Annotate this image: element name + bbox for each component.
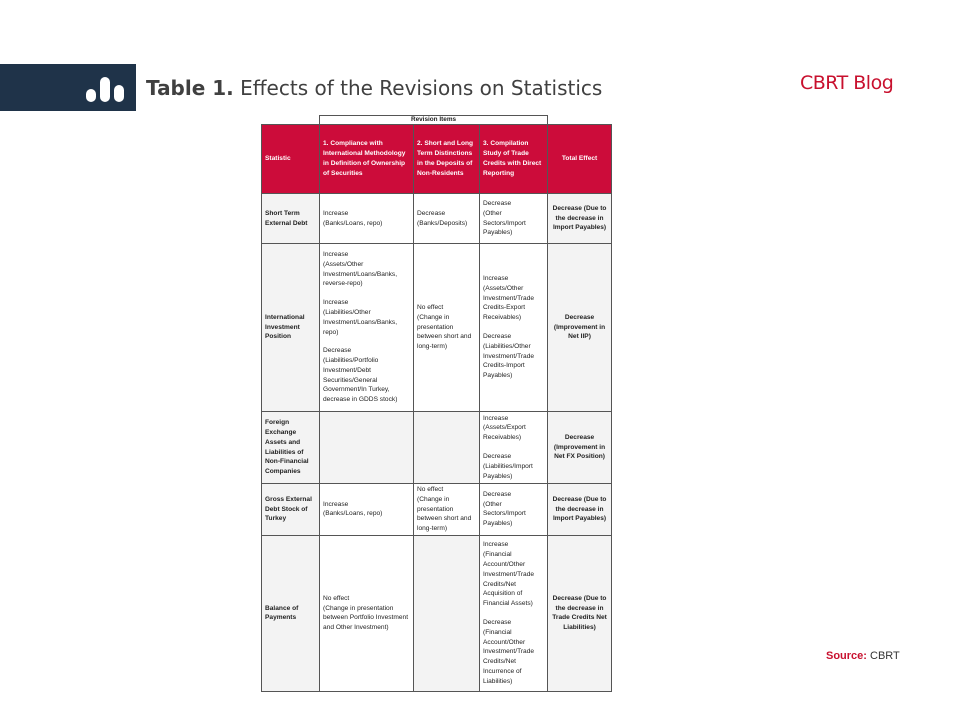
- statistic-cell: Short Term External Debt: [262, 194, 320, 244]
- statistic-cell: Gross External Debt Stock of Turkey: [262, 484, 320, 536]
- revisions-table: [261, 115, 612, 692]
- table-row: [262, 244, 612, 412]
- effect-line: (Other Sectors/Import Payables): [483, 209, 526, 237]
- effect-line: Decrease: [483, 618, 512, 626]
- effect-cell: [320, 412, 414, 484]
- effect-line: (Liabilities/Other Investment/Trade Credits-Import Payables): [483, 342, 535, 380]
- column-header: 2. Short and Long Term Distinctions in the Deposits of Non-Residents: [414, 125, 480, 194]
- effect-line: Increase: [323, 500, 349, 508]
- title-number: Table 1.: [146, 76, 234, 100]
- effect-line: No effect: [417, 486, 444, 493]
- effect-cell: [480, 535, 548, 691]
- column-header: 1. Compliance with International Methodology in Definition of Ownership of Securities: [320, 125, 414, 194]
- effect-line: Increase: [323, 250, 349, 258]
- effect-line: (Change in presentation between short and long-term): [417, 495, 472, 533]
- total-effect-cell: Decrease (Due to the decrease in Import Payables): [548, 484, 612, 536]
- effect-cell: [414, 244, 480, 412]
- effect-cell: [480, 194, 548, 244]
- column-header-row: [262, 125, 612, 194]
- effect-line: (Assets/Export Receivables): [483, 424, 526, 442]
- source-label: Source:: [826, 650, 867, 662]
- title-text: Effects of the Revisions on Statistics: [233, 76, 603, 100]
- effect-line: (Financial Account/Other Investment/Trade Credits/Net Incurrence of Liabilities): [483, 628, 535, 685]
- effect-cell: [414, 412, 480, 484]
- table-row: [262, 194, 612, 244]
- total-effect-cell: Decrease (Improvement in Net FX Position): [548, 412, 612, 484]
- page-title: [146, 76, 602, 100]
- effect-line: (Assets/Other Investment/Loans/Banks, reverse-repo): [323, 260, 398, 288]
- table-row: [262, 484, 612, 536]
- effect-line: (Liabilities/Other Investment/Loans/Banks, repo): [323, 308, 398, 336]
- effect-cell: [480, 484, 548, 536]
- revision-items-header: Revision Items: [320, 116, 548, 125]
- effect-line: Increase: [323, 209, 349, 217]
- effect-line: [323, 337, 410, 346]
- effect-line: No effect: [323, 594, 350, 602]
- column-header: 3. Compilation Study of Trade Credits with Direct Reporting: [480, 125, 548, 194]
- effect-line: No effect: [417, 304, 444, 311]
- effect-line: Decrease: [483, 490, 512, 498]
- brand-name: CBRT Blog: [800, 72, 894, 94]
- effect-cell: [320, 244, 414, 412]
- effect-line: (Financial Account/Other Investment/Trade Credits/Net Acquisition of Financial Assets): [483, 551, 535, 608]
- effect-cell: [414, 484, 480, 536]
- effect-line: (Change in presentation between short and long-term): [417, 313, 472, 351]
- effect-line: (Assets/Other Investment/Trade Credits-Export Receivables): [483, 284, 535, 322]
- effect-line: Decrease: [483, 333, 512, 340]
- effect-line: Increase: [483, 275, 509, 283]
- column-header: Statistic: [262, 125, 320, 194]
- effect-line: [483, 443, 544, 452]
- column-header: Total Effect: [548, 125, 612, 194]
- effect-cell: [320, 484, 414, 536]
- effect-line: Increase: [483, 414, 509, 422]
- bar-chart-icon: [86, 72, 128, 102]
- source-note: [826, 650, 900, 662]
- effect-line: (Banks/Deposits): [417, 219, 468, 227]
- total-effect-cell: Decrease (Improvement in Net IIP): [548, 244, 612, 412]
- effect-line: (Other Sectors/Import Payables): [483, 500, 526, 528]
- statistic-cell: Foreign Exchange Assets and Liabilities of Non-Financial Companies: [262, 412, 320, 484]
- statistic-cell: Balance of Payments: [262, 535, 320, 691]
- source-value: CBRT: [866, 650, 900, 662]
- total-effect-cell: Decrease (Due to the decrease in Trade Credits Net Liabilities): [548, 535, 612, 691]
- effect-line: Decrease: [417, 209, 446, 217]
- effect-line: (Liabilities/Import Payables): [483, 462, 533, 480]
- effect-line: (Change in presentation between Portfolio Investment and Other Investment): [323, 604, 409, 632]
- effect-line: (Banks/Loans, repo): [323, 510, 383, 518]
- logo-block: [0, 64, 136, 111]
- effect-line: Increase: [483, 541, 509, 549]
- effect-line: (Banks/Loans, repo): [323, 219, 383, 227]
- table-row: [262, 535, 612, 691]
- effect-cell: [414, 535, 480, 691]
- effect-cell: [320, 535, 414, 691]
- revisions-table-container: [261, 115, 611, 692]
- effect-line: [483, 323, 544, 332]
- effect-line: [483, 609, 544, 618]
- effect-line: [323, 289, 410, 298]
- effect-cell: [480, 244, 548, 412]
- table-row: [262, 412, 612, 484]
- statistic-cell: International Investment Position: [262, 244, 320, 412]
- total-effect-cell: Decrease (Due to the decrease in Import Payables): [548, 194, 612, 244]
- effect-cell: [480, 412, 548, 484]
- effect-cell: [414, 194, 480, 244]
- effect-line: Decrease: [323, 347, 352, 355]
- effect-cell: [320, 194, 414, 244]
- table-body: [262, 194, 612, 692]
- effect-line: Decrease: [483, 453, 512, 460]
- effect-line: Increase: [323, 299, 349, 307]
- effect-line: (Liabilities/Portfolio Investment/Debt Securities/General Government/In Turkey, decrease in GDDS stock): [323, 357, 398, 404]
- effect-line: Decrease: [483, 199, 512, 207]
